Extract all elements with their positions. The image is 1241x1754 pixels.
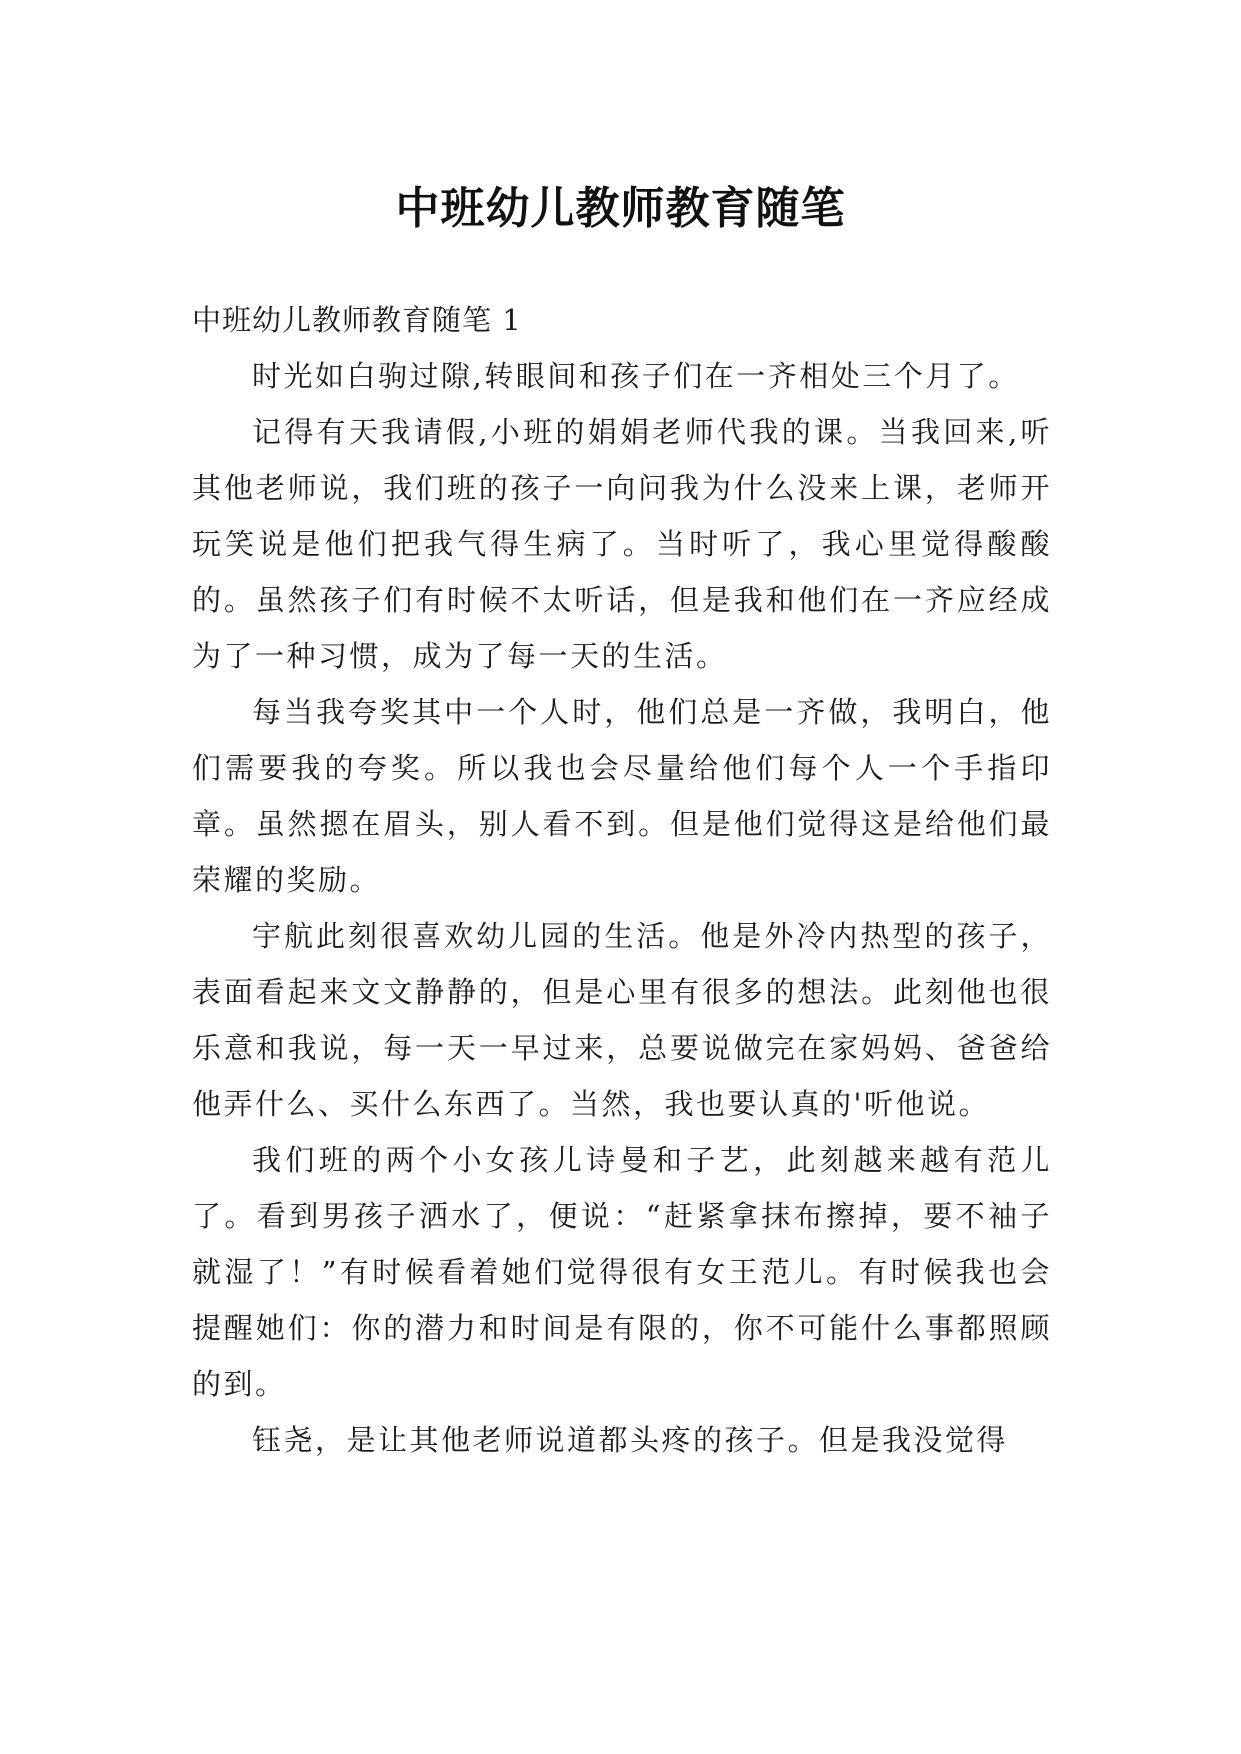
paragraph: 我们班的两个小女孩儿诗曼和子艺，此刻越来越有范儿了。看到男孩子洒水了，便说：“赶紧拿抹布擦掉，要不袖子就湿了！”有时候看着她们觉得很有女王范儿。有时候我也会提醒她们：你的潜力和时间是有限的，你不可能什么事都照顾的到。 (192, 1143, 1052, 1401)
paragraph: 宇航此刻很喜欢幼儿园的生活。他是外冷内热型的孩子，表面看起来文文静静的，但是心里有很多的想法。此刻他也很乐意和我说，每一天一早过来，总要说做完在家妈妈、爸爸给他弄什么、买什么东西了。当然，我也要认真的'听他说。 (192, 919, 1052, 1121)
paragraph: 时光如白驹过隙,转眼间和孩子们在一齐相处三个月了。 (252, 359, 1020, 393)
document-title: 中班幼儿教师教育随笔 (395, 183, 846, 235)
paragraph: 钰尧，是让其他老师说道都头疼的孩子。但是我没觉得 (252, 1423, 1009, 1457)
section-heading: 中班幼儿教师教育随笔 1 (192, 303, 522, 337)
paragraph: 记得有天我请假,小班的娟娟老师代我的课。当我回来,听其他老师说，我们班的孩子一向问我为什么没来上课，老师开玩笑说是他们把我气得生病了。当时听了，我心里觉得酸酸的。虽然孩子们有时候不太听话，但是我和他们在一齐应经成为了一种习惯，成为了每一天的生活。 (192, 415, 1052, 673)
paragraph: 每当我夸奖其中一个人时，他们总是一齐做，我明白，他们需要我的夸奖。所以我也会尽量给他们每个人一个手指印章。虽然摁在眉头，别人看不到。但是他们觉得这是给他们最荣耀的奖励。 (192, 695, 1052, 897)
document-body (192, 292, 1052, 1468)
